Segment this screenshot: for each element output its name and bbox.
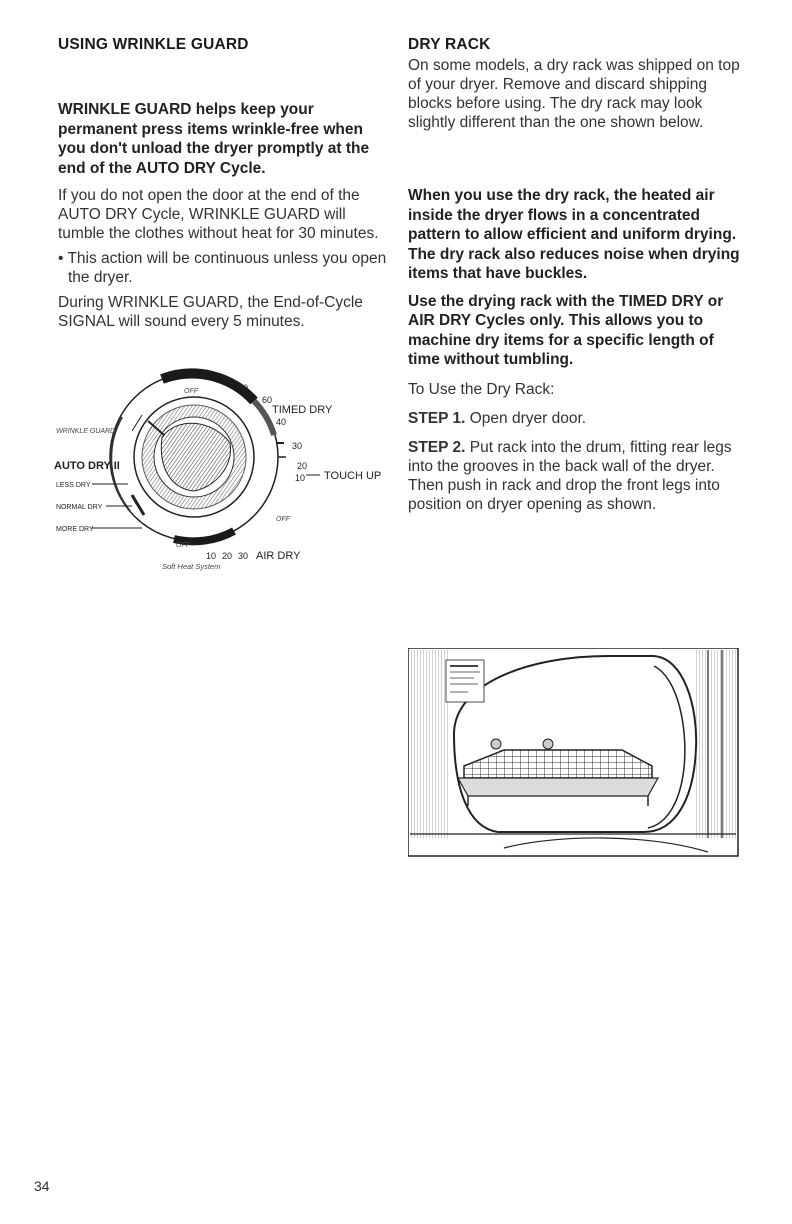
dry-rack-para-1: On some models, a dry rack was shipped on top of your dryer. Remove and discard shipping blocks before using. The dry rack may look slightly different than the one shown below. <box>408 57 740 131</box>
cabinet-right-panel <box>696 650 736 838</box>
dial-wrinkle-guard-label: WRINKLE GUARD <box>56 428 116 435</box>
dry-rack-heading: DRY RACK <box>408 36 491 53</box>
page-number: 34 <box>34 1178 50 1194</box>
dial-number: 70 <box>220 375 231 385</box>
dry-rack-subheading: To Use the Dry Rack: <box>408 380 555 398</box>
dial-number: 60 <box>238 383 249 393</box>
dial-auto-dry-label: AUTO DRY II <box>54 460 120 472</box>
wrinkle-guard-intro: WRINKLE GUARD helps keep your permanent press items wrinkle-free when you don't unload the dryer promptly at the end of the AUTO DRY Cycle. <box>58 101 370 177</box>
step-1-label: STEP 1. <box>408 409 466 427</box>
dry-rack-front <box>458 778 658 796</box>
dial-number: 20 <box>222 551 233 561</box>
dial-off-label: OFF <box>276 516 290 523</box>
right-column <box>408 36 748 520</box>
step-2-text: Put rack into the drum, fitting rear legs into the grooves in the back wall of the dryer. Then push in rack and drop the front legs into position on dryer opening as shown. <box>408 438 732 513</box>
dryer-control-dial-figure <box>44 345 384 573</box>
dry-rack-step-2 <box>408 438 748 514</box>
step-1-text: Open dryer door. <box>465 409 587 427</box>
wrinkle-guard-para-1: If you do not open the door at the end of the AUTO DRY Cycle, WRINKLE GUARD will tumble the clothes without heat for 30 minutes. <box>58 187 379 242</box>
dial-number: 60 <box>262 395 273 405</box>
dry-rack-step-1 <box>408 409 748 428</box>
wrinkle-guard-heading: USING WRINKLE GUARD <box>58 36 249 53</box>
dial-timed-dry-label: TIMED DRY <box>272 404 333 416</box>
dial-less-dry-label: LESS DRY <box>56 482 91 489</box>
dial-number: 20 <box>297 461 308 471</box>
wrinkle-guard-para-2: During WRINKLE GUARD, the End-of-Cycle SIGNAL will sound every 5 minutes. <box>58 294 363 330</box>
dry-rack-figure <box>408 648 740 858</box>
dial-number: 40 <box>276 417 287 427</box>
dry-rack-bold-2: Use the drying rack with the TIMED DRY or AIR DRY Cycles only. This allows you to machine dry items for a specific length of time without tumbling. <box>408 292 724 368</box>
dial-number: 10 <box>206 551 217 561</box>
dial-off-label: OFF <box>176 542 190 549</box>
cabinet-left-panel <box>410 650 448 838</box>
dial-touch-up-label: TOUCH UP <box>324 470 382 482</box>
dry-rack-illustration <box>408 648 740 858</box>
dial-caption: Soft Heat System <box>162 562 221 571</box>
rack-rear-leg <box>491 739 501 749</box>
dial-air-dry-label: AIR DRY <box>256 550 301 562</box>
step-2-label: STEP 2. <box>408 438 466 456</box>
dial-illustration <box>44 345 384 573</box>
dial-number: 10 <box>295 473 306 483</box>
dial-normal-dry-label: NORMAL DRY <box>56 504 103 511</box>
dial-number: 30 <box>292 441 303 451</box>
dial-off-label: OFF <box>184 388 198 395</box>
dry-rack <box>464 750 652 778</box>
wrinkle-guard-bullet: • This action will be continuous unless you open the dryer. <box>58 250 387 286</box>
rack-rear-leg <box>543 739 553 749</box>
left-column <box>54 36 388 573</box>
drum-opening <box>454 656 696 832</box>
dry-rack-bold-1: When you use the dry rack, the heated air inside the dryer flows in a concentrated pattern to allow efficient and uniform drying. The dry rack also reduces noise when drying items that have buckles. <box>408 187 740 282</box>
dial-more-dry-label: MORE DRY <box>56 526 94 533</box>
dial-number: 30 <box>238 551 249 561</box>
